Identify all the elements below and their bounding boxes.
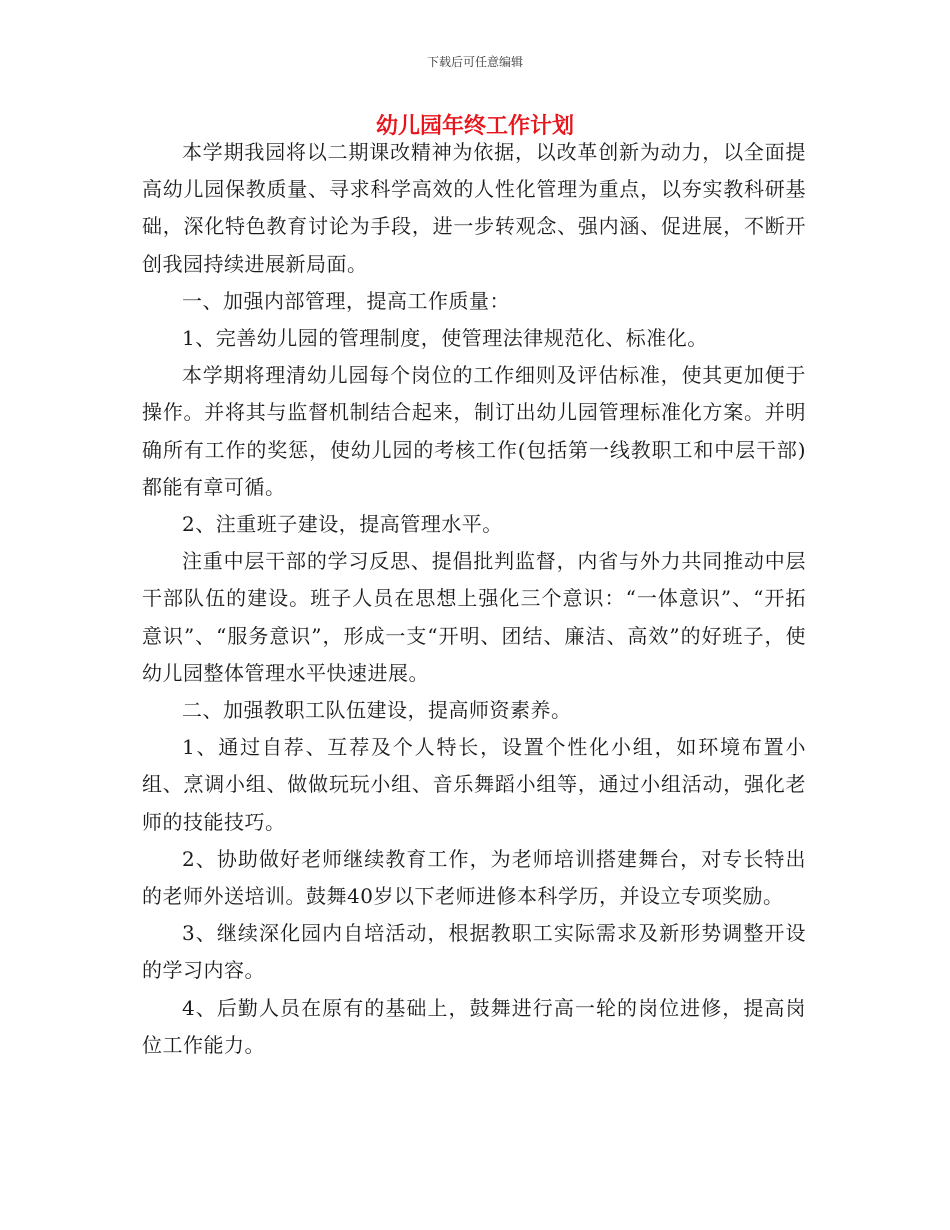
paragraph-1-1: 本学期将理清幼儿园每个岗位的工作细则及评估标准，使其更加便于操作。并将其与监督机制结合起来，制订出幼儿园管理标准化方案。并明确所有工作的奖惩，使幼儿园的考核工作(包括第一线教职工和中层干部)都能有章可循。: [142, 363, 806, 499]
section-heading-2: 二、加强教职工队伍建设，提高师资素养。: [182, 698, 572, 723]
list-item-2-3: 3、继续深化园内自培活动，根据教职工实际需求及新形势调整开设的学习内容。: [142, 921, 806, 983]
document-body: [142, 134, 806, 1064]
section-heading-1: 一、加强内部管理，提高工作质量：: [182, 288, 510, 313]
subheading-1-2: 2、注重班子建设，提高管理水平。: [182, 512, 503, 537]
list-item-2-2: 2、协助做好老师继续教育工作，为老师培训搭建舞台，对专长特出的老师外送培训。鼓舞40岁以下老师进修本科学历，并设立专项奖励。: [142, 846, 806, 909]
paragraph-intro: 本学期我园将以二期课改精神为依据，以改革创新为动力，以全面提高幼儿园保教质量、寻求科学高效的人性化管理为重点，以夯实教科研基础，深化特色教育讨论为手段，进一步转观念、强内涵、促进展，不断开创我园持续进展新局面。: [142, 140, 806, 276]
list-item-2-4: 4、后勤人员在原有的基础上，鼓舞进行高一轮的岗位进修，提高岗位工作能力。: [142, 995, 806, 1057]
paragraph-1-2: 注重中层干部的学习反思、提倡批判监督，内省与外力共同推动中层干部队伍的建设。班子人员在思想上强化三个意识：“一体意识”、“开拓意识”、“服务意识”，形成一支“开明、团结、廉洁、高效”的好班子，使幼儿园整体管理水平快速进展。: [142, 549, 806, 685]
document-title: 幼儿园年终工作计划: [375, 114, 574, 139]
list-item-2-1: 1、通过自荐、互荐及个人特长，设置个性化小组，如环境布置小组、烹调小组、做做玩玩小组、音乐舞蹈小组等，通过小组活动，强化老师的技能技巧。: [142, 735, 806, 834]
subheading-1-1: 1、完善幼儿园的管理制度，使管理法律规范化、标准化。: [182, 326, 708, 351]
page-header: 下载后可任意编辑: [426, 55, 523, 69]
